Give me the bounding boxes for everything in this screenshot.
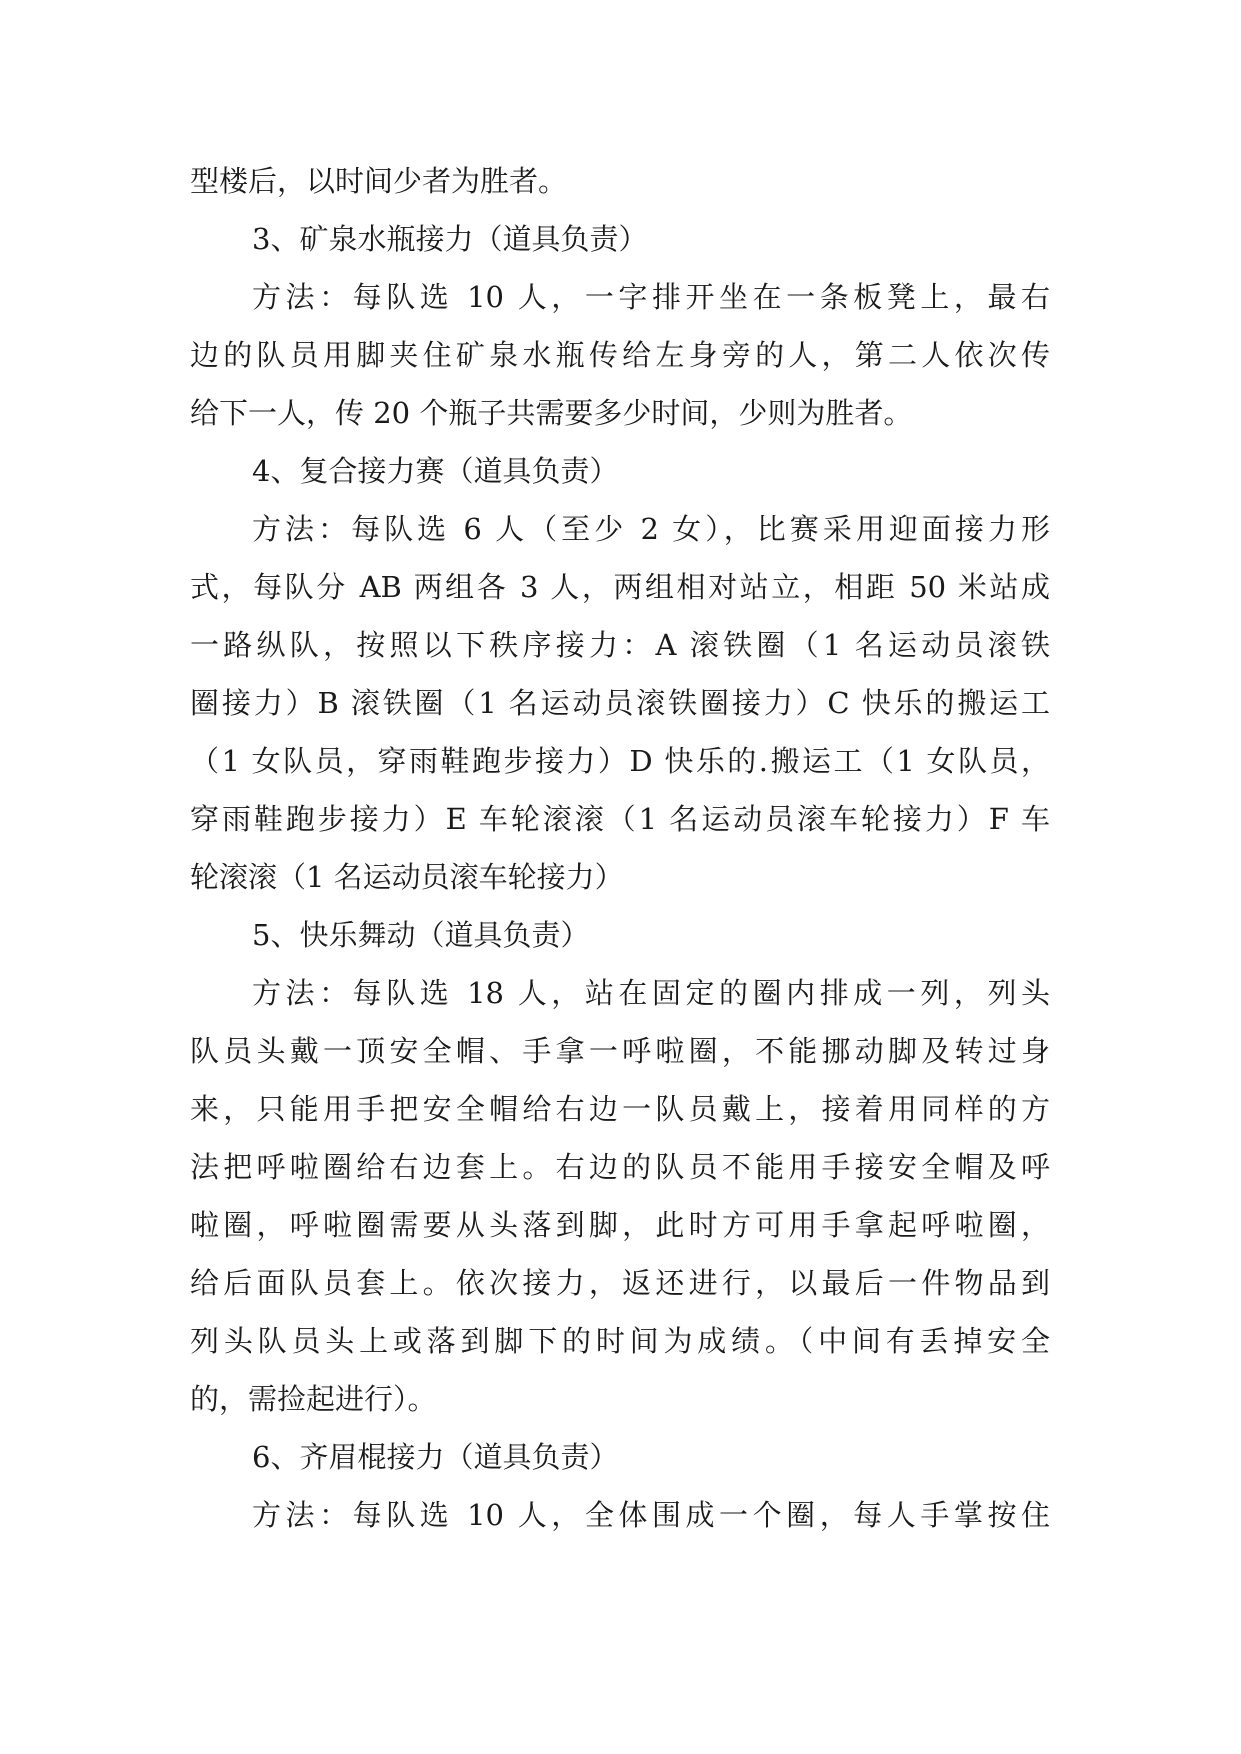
text-line: 穿雨鞋跑步接力）E 车轮滚滚（1 名运动员滚车轮接力）F 车 [190,802,1050,836]
text-line: 给后面队员套上。依次接力，返还进行，以最后一件物品到 [190,1266,1050,1300]
text-line: 3、矿泉水瓶接力（道具负责） [252,222,648,256]
document-body [190,152,1050,1544]
text-line: 4、复合接力赛（道具负责） [252,454,619,488]
text-line: 一路纵队，按照以下秩序接力：A 滚铁圈（1 名运动员滚铁 [190,628,1050,662]
text-line: 列头队员头上或落到脚下的时间为成绩。（中间有丢掉安全 [190,1324,1050,1358]
text-line: 圈接力）B 滚铁圈（1 名运动员滚铁圈接力）C 快乐的搬运工 [190,686,1050,720]
text-line: 法把呼啦圈给右边套上。右边的队员不能用手接安全帽及呼 [190,1150,1050,1184]
text-line: 的，需捡起进行）。 [190,1382,437,1416]
text-line: 来，只能用手把安全帽给右边一队员戴上，接着用同样的方 [190,1092,1050,1126]
text-line: 轮滚滚（1 名运动员滚车轮接力） [190,860,624,894]
text-line: 式，每队分 AB 两组各 3 人，两组相对站立，相距 50 米站成 [190,570,1050,604]
text-line: 队员头戴一顶安全帽、手拿一呼啦圈，不能挪动脚及转过身 [190,1034,1050,1068]
text-line: 6、齐眉棍接力（道具负责） [252,1440,619,1474]
text-line: （1 女队员，穿雨鞋跑步接力）D 快乐的.搬运工（1 女队员， [190,744,1050,778]
text-line: 啦圈，呼啦圈需要从头落到脚，此时方可用手拿起呼啦圈， [190,1208,1050,1242]
text-line: 方法：每队选 10 人，一字排开坐在一条板凳上，最右 [252,280,1050,314]
text-line: 方法：每队选 6 人（至少 2 女），比赛采用迎面接力形 [252,512,1050,546]
text-line: 方法：每队选 10 人，全体围成一个圈，每人手掌按住 [252,1498,1050,1532]
text-line: 5、快乐舞动（道具负责） [252,918,590,952]
text-line: 方法：每队选 18 人，站在固定的圈内排成一列，列头 [252,976,1050,1010]
text-line: 边的队员用脚夹住矿泉水瓶传给左身旁的人，第二人依次传 [190,338,1050,372]
text-line: 型楼后，以时间少者为胜者。 [190,164,568,198]
text-line: 给下一人，传 20 个瓶子共需要多少时间，少则为胜者。 [190,396,913,430]
